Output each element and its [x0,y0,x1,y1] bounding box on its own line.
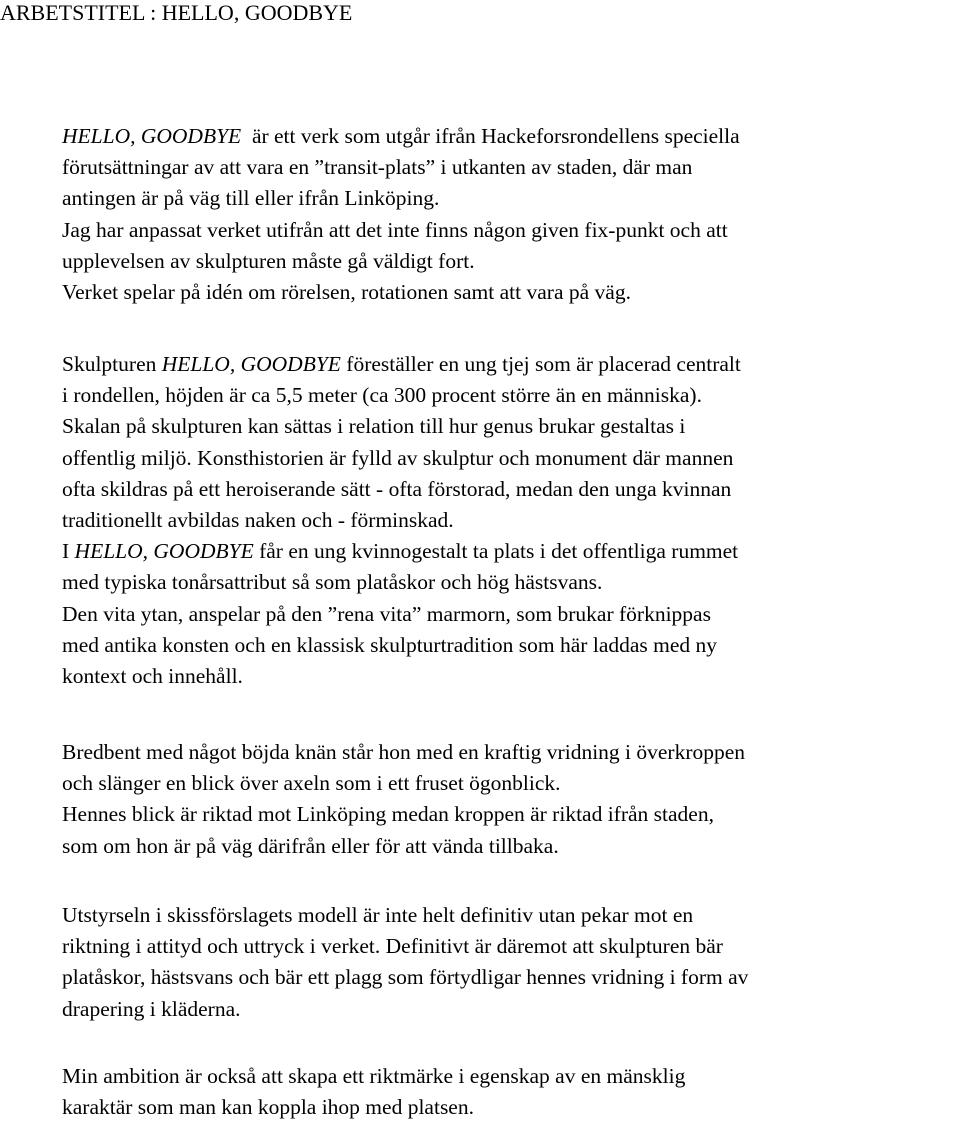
text-line: antingen är på väg till eller ifrån Linköping. [62,186,440,211]
text-line: offentlig miljö. Konsthistorien är fylld av skulptur och monument där mannen [62,445,734,470]
text-line: med typiska tonårsattribut så som platåskor och hög hästsvans. [62,570,603,595]
text-line: traditionellt avbildas naken och - förminskad. [62,508,454,533]
text-line: Verket spelar på idén om rörelsen, rotationen samt att vara på väg. [62,280,631,305]
text-line: i rondellen, höjden är ca 5,5 meter (ca 300 procent större än en människa). [62,383,702,408]
text-line: med antika konsten och en klassisk skulpturtradition som här laddas med ny [62,632,718,657]
text-line: och slänger en blick över axeln som i ett fruset ögonblick. [62,771,561,796]
text-line: ofta skildras på ett heroiserande sätt - ofta förstorad, medan den unga kvinnan [62,476,732,501]
text-line: Skalan på skulpturen kan sättas i relation till hur genus brukar gestaltas i [62,414,686,439]
text-line: kontext och innehåll. [62,664,243,689]
text-segment: föreställer en ung tjej som är placerad centralt [340,352,741,376]
text-line: Min ambition är också att skapa ett riktmärke i egenskap av en mänsklig [62,1064,686,1088]
text-line: Jag har anpassat verket utifrån att det inte finns någon given fix-punkt och att [62,217,728,242]
work-title-emphasis: HELLO, GOODBYE [74,539,254,564]
text-line: förutsättningar av att vara en ”transit-plats” i utkanten av staden, där man [62,155,693,180]
text-segment: är ett verk som utgår ifrån Hackeforsrondellens speciella [241,124,740,148]
text-segment: Skulpturen [62,352,162,376]
text-line: drapering i kläderna. [62,996,241,1021]
text-line: platåskor, hästsvans och bär ett plagg som förtydligar hennes vridning i form av [62,965,749,990]
text-line [62,536,954,567]
text-line: som om hon är på väg därifrån eller för att vända tillbaka. [62,833,559,858]
text-segment: I [62,539,75,564]
work-title-emphasis: HELLO, GOODBYE [62,124,242,148]
work-title-emphasis: HELLO, GOODBYE [161,352,341,376]
paragraph-ambition [62,1061,954,1123]
text-line: Hennes blick är riktad mot Linköping medan kroppen är riktad ifrån staden, [62,802,714,827]
text-line: karaktär som man kan koppla ihop med platsen. [62,1095,474,1120]
document-title: ARBETSTITEL : HELLO, GOODBYE [0,0,353,25]
text-line: upplevelsen av skulpturen måste gå väldigt fort. [62,248,475,273]
text-line: Utstyrseln i skissförslagets modell är inte helt definitiv utan pekar mot en [62,903,694,927]
text-line: riktning i attityd och uttryck i verket. Definitivt är däremot att skulpturen bär [62,934,723,959]
paragraph-description [62,349,954,692]
text-line [62,349,954,380]
text-line: Den vita ytan, anspelar på den ”rena vita” marmorn, som brukar förknippas [62,601,711,626]
text-line [62,121,954,152]
paragraph-pose [62,737,954,862]
text-segment: får en ung kvinnogestalt ta plats i det offentliga rummet [253,539,739,564]
paragraph-intro [62,121,954,308]
paragraph-outfit [62,900,954,1025]
text-line: Bredbent med något böjda knän står hon med en kraftig vridning i överkroppen [62,740,746,764]
